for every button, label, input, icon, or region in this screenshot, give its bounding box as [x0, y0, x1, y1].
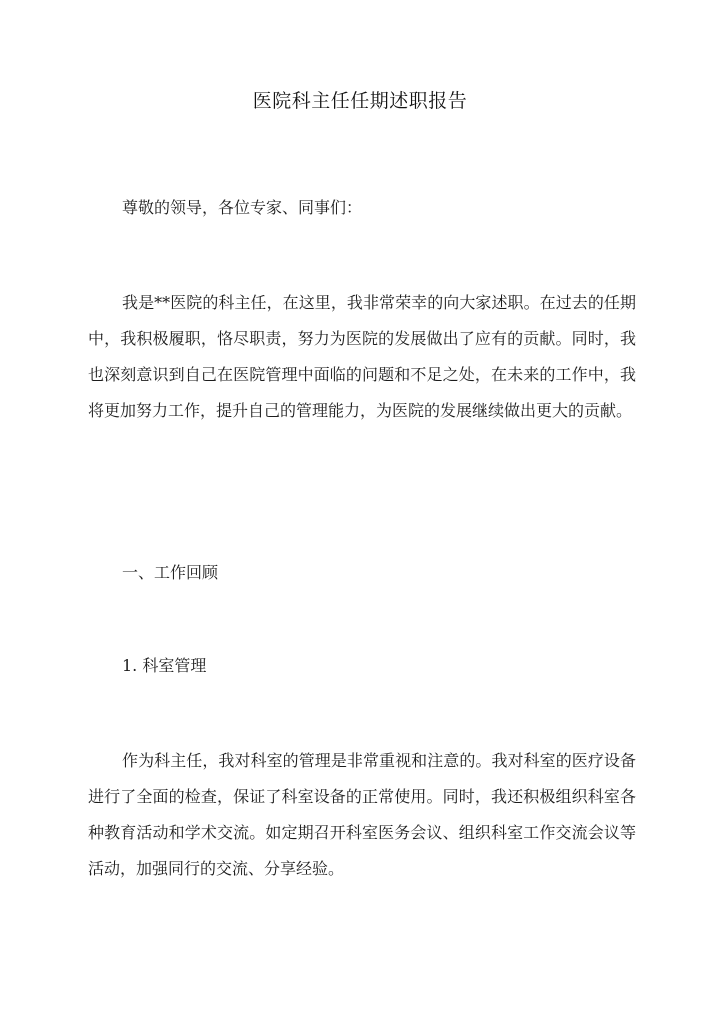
intro-paragraph: 我是**医院的科主任，在这里，我非常荣幸的向大家述职。在过去的任期中，我积极履职，恪尽职责，努力为医院的发展做出了应有的贡献。同时，我也深刻意识到自己在医院管理中面临的问题和不足之处，在未来的工作中，我将更加努力工作，提升自己的管理能力，为医院的发展继续做出更大的贡献。 [88, 293, 636, 420]
document-title: 医院科主任任期述职报告 [252, 90, 468, 112]
body-paragraph: 作为科主任，我对科室的管理是非常重视和注意的。我对科室的医疗设备进行了全面的检查，保证了科室设备的正常使用。同时，我还积极组织科室各种教育活动和学术交流。如定期召开科室医务会议、组织科室工作交流会议等活动，加强同行的交流、分享经验。 [88, 751, 636, 878]
salutation: 尊敬的领导，各位专家、同事们： [122, 198, 363, 217]
subsection-heading: 1. 科室管理 [122, 656, 207, 675]
section-heading: 一、工作回顾 [122, 563, 219, 582]
